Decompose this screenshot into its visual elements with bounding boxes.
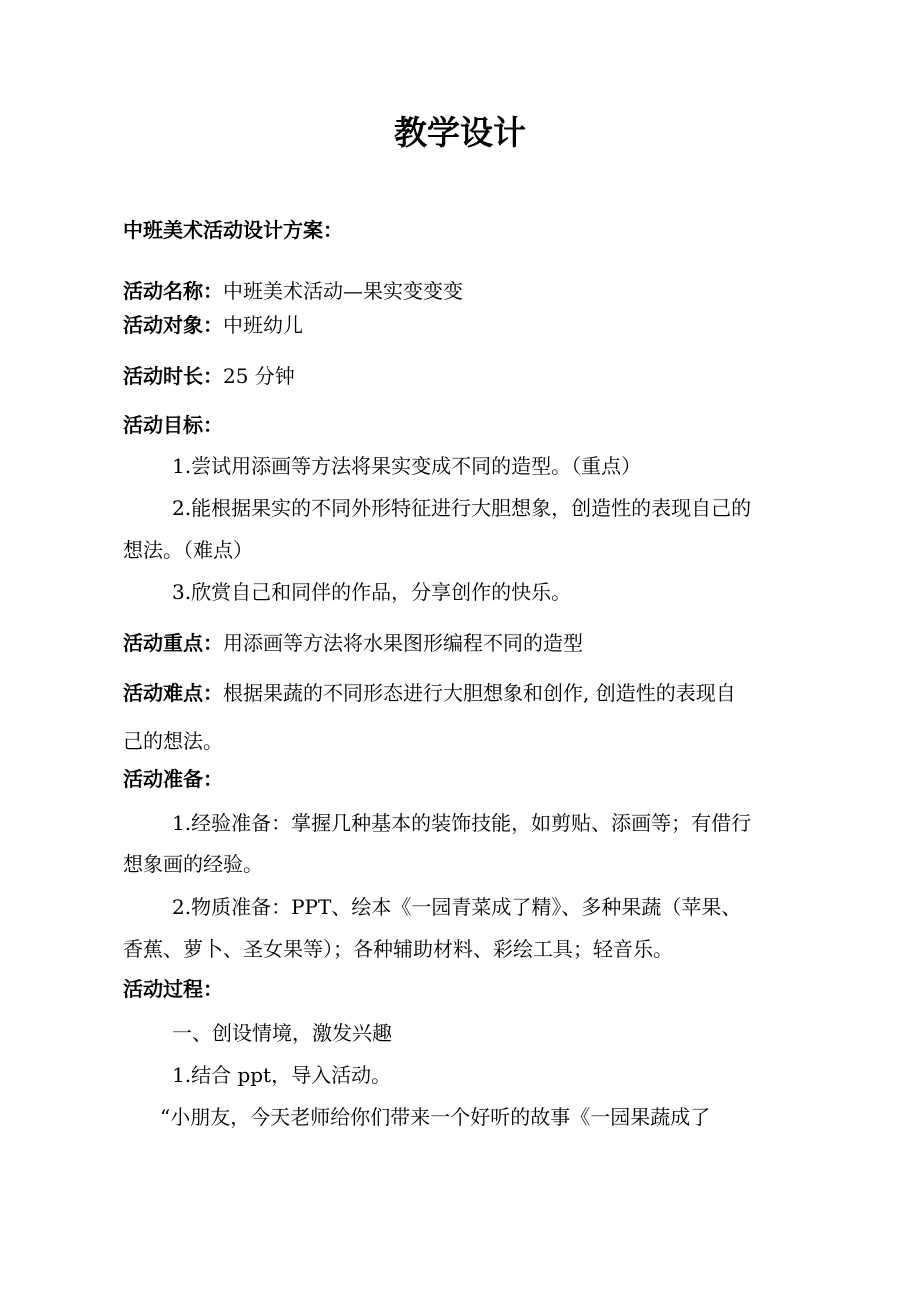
goal-item-1: 1.尝试用添画等方法将果实变成不同的造型。（重点） (172, 454, 642, 478)
preparation-item-2-cont: 香蕉、萝卜、圣女果等）；各种辅助材料、彩绘工具；轻音乐。 (123, 937, 673, 961)
difficulty-line-cont: 己的想法。 (123, 729, 223, 753)
goal-item-3: 3.欣赏自己和同伴的作品，分享创作的快乐。 (172, 580, 572, 604)
preparation-item-1-cont: 想象画的经验。 (123, 852, 263, 876)
key-point-value: 用添画等方法将水果图形编程不同的造型 (223, 631, 583, 655)
process-step-1-1: 1.结合 ppt，导入活动。 (172, 1063, 392, 1087)
preparation-item-2: 2.物质准备：PPT、绘本《一园青菜成了精》、多种果蔬（苹果、 (172, 895, 742, 919)
activity-duration-label: 活动时长： (123, 364, 223, 388)
activity-target-label: 活动对象： (123, 313, 223, 337)
activity-name-value: 中班美术活动—果实变变变 (223, 279, 463, 303)
process-quote: “小朋友，今天老师给你们带来一个好听的故事《一园果蔬成了 (160, 1105, 711, 1129)
process-heading: 活动过程： (123, 977, 223, 1001)
document-title: 教学设计 (394, 113, 526, 152)
difficulty-line (123, 678, 736, 708)
goal-item-2: 2.能根据果实的不同外形特征进行大胆想象，创造性的表现自己的 (172, 496, 752, 520)
key-point-line (123, 628, 583, 658)
difficulty-label: 活动难点： (123, 681, 223, 705)
activity-target-line (123, 310, 303, 340)
goal-item-2-cont: 想法。（难点） (123, 538, 253, 562)
preparation-heading: 活动准备： (123, 767, 223, 791)
activity-duration-value: 25 分钟 (223, 364, 295, 388)
plan-heading: 中班美术活动设计方案： (123, 218, 343, 242)
activity-name-line (123, 276, 463, 306)
difficulty-value: 根据果蔬的不同形态进行大胆想象和创作, 创造性的表现自 (223, 681, 736, 705)
preparation-item-1: 1.经验准备：掌握几种基本的装饰技能，如剪贴、添画等；有借行 (172, 811, 752, 835)
process-step-1: 一、创设情境，激发兴趣 (172, 1021, 392, 1045)
goals-heading: 活动目标： (123, 413, 223, 437)
activity-target-value: 中班幼儿 (223, 313, 303, 337)
key-point-label: 活动重点： (123, 631, 223, 655)
activity-name-label: 活动名称： (123, 279, 223, 303)
activity-duration-line (123, 361, 295, 391)
